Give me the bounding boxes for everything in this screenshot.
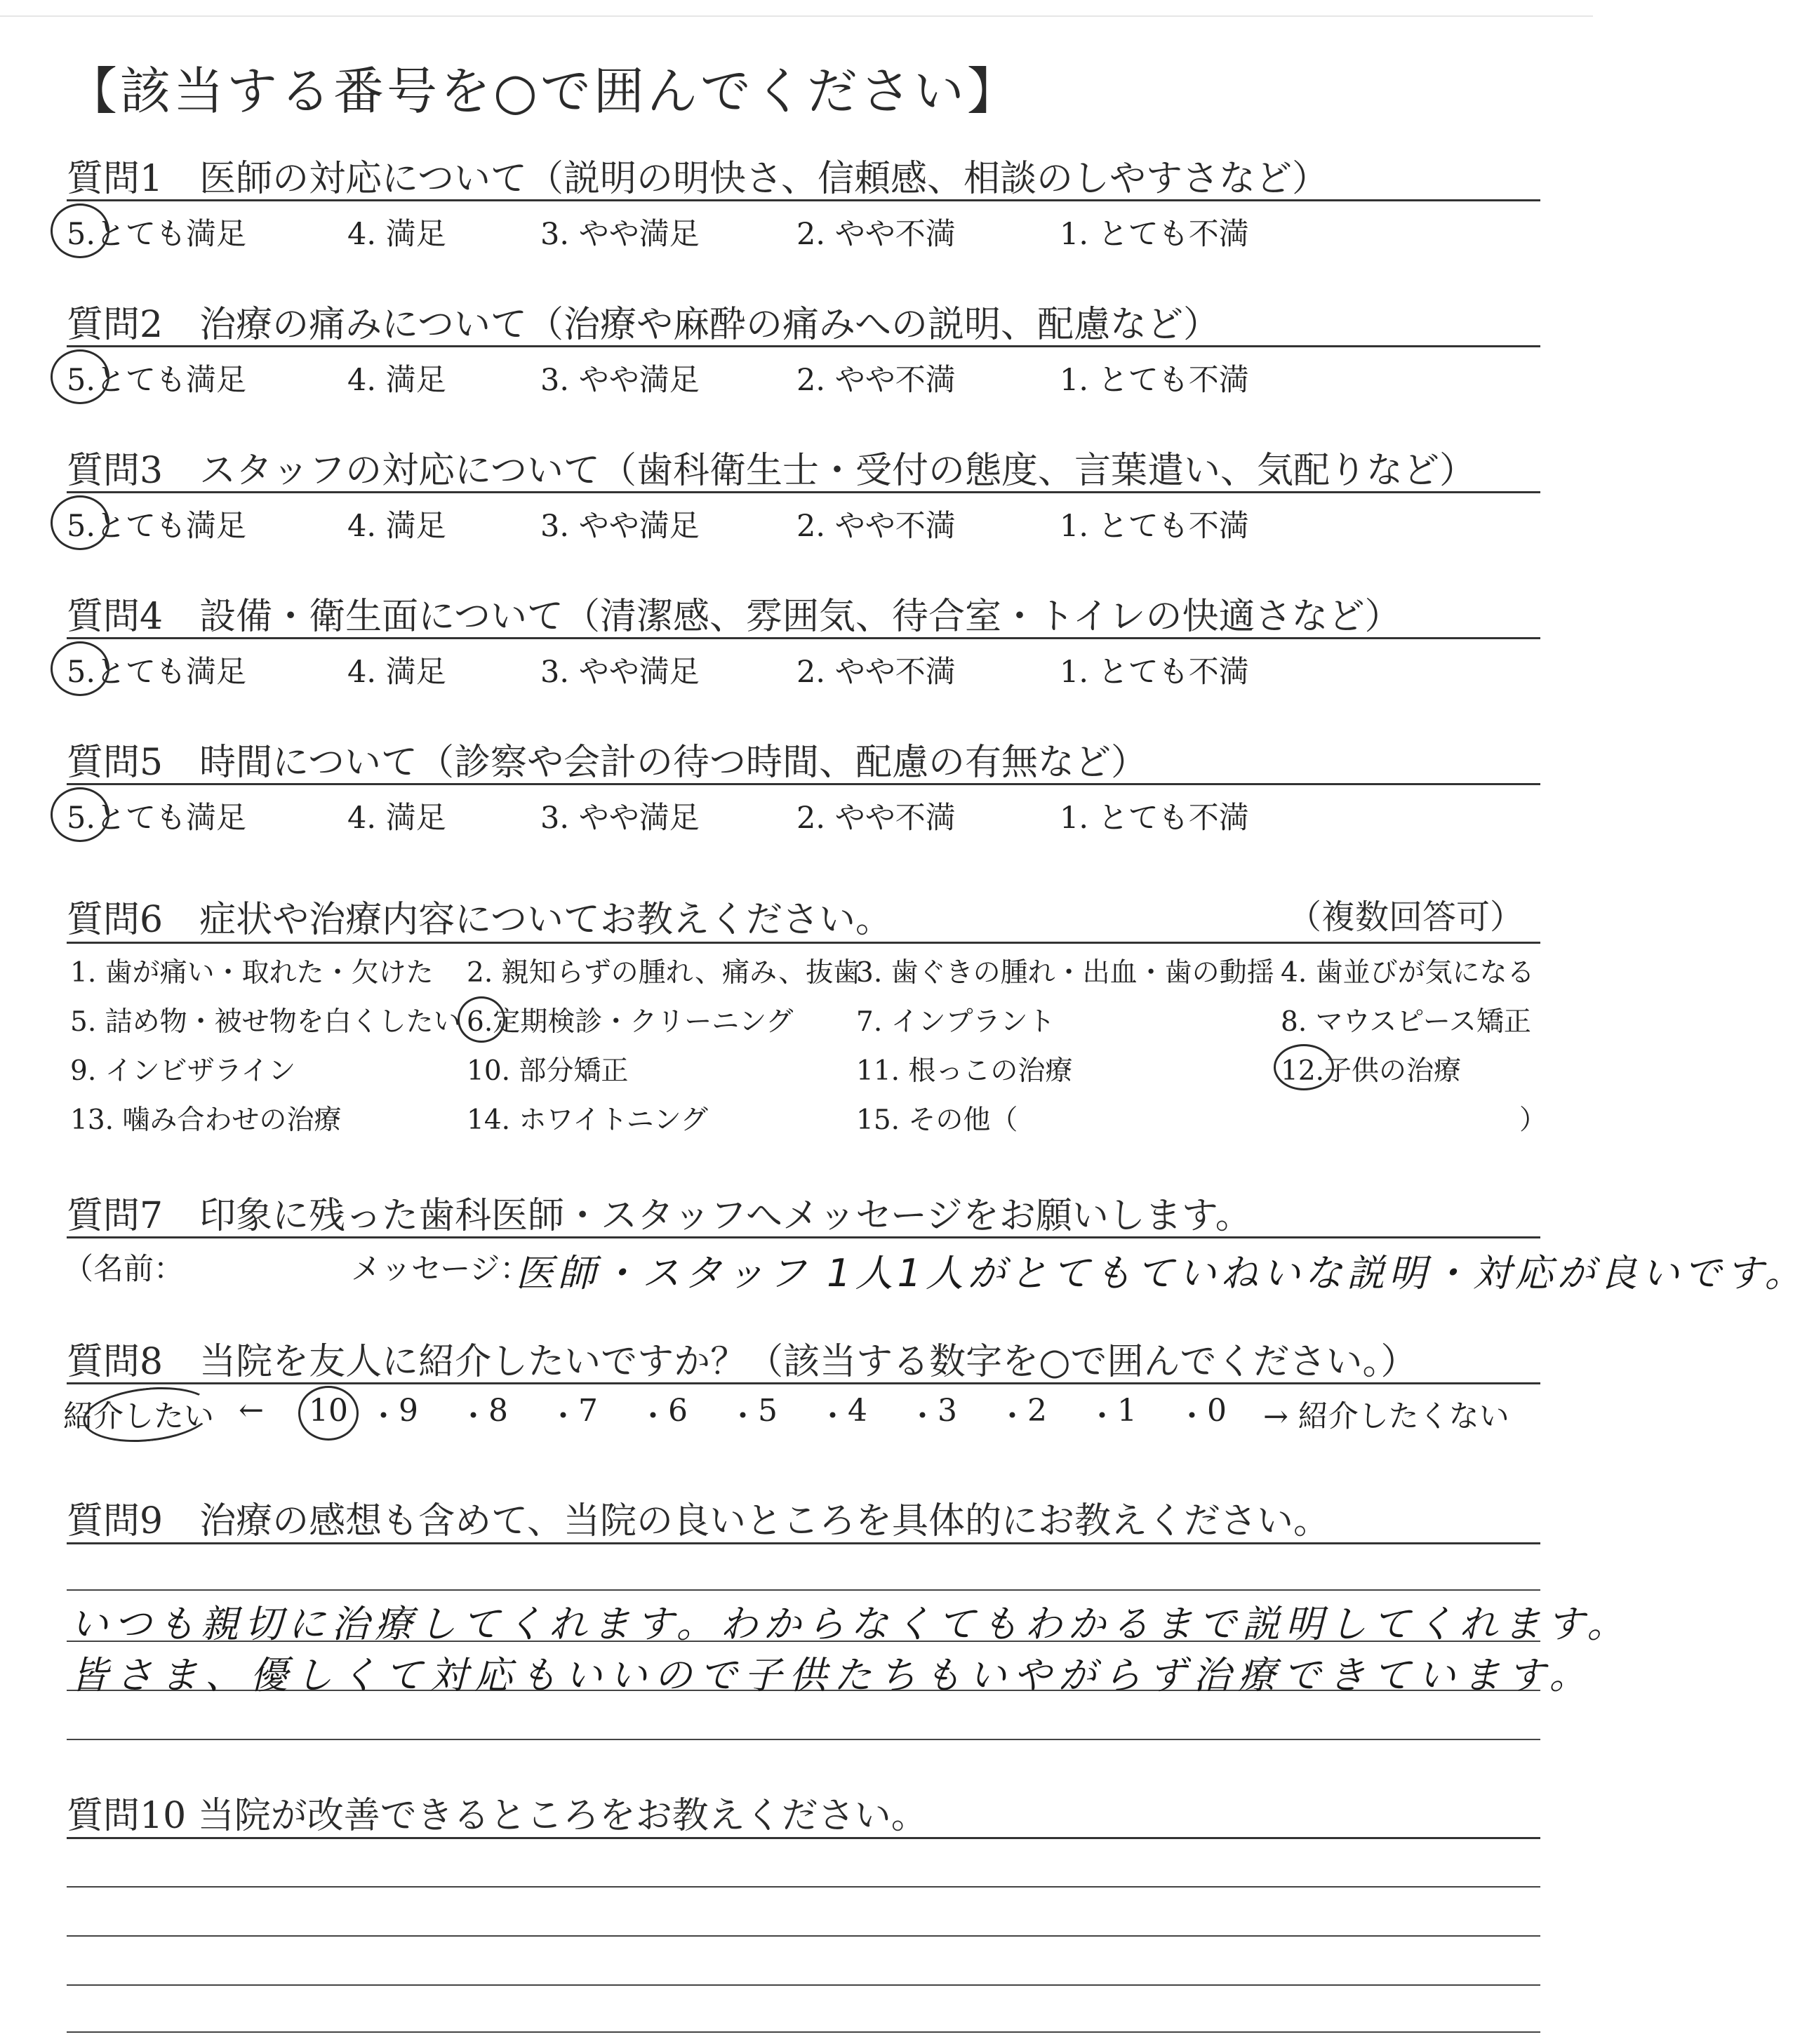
q6-option-5[interactable]: 5. 詰め物・被せ物を白くしたい: [70, 1006, 461, 1038]
q1-option-1[interactable]: 1. とても不満: [1060, 217, 1249, 252]
q5-option-2[interactable]: 2. やや不満: [796, 801, 956, 836]
q8-scale-separator: ・: [638, 1399, 668, 1434]
q8-scale-separator: ・: [548, 1399, 578, 1434]
q8-scale-separator: ・: [907, 1399, 938, 1434]
q8-title: 質問8 当院を友人に紹介したいですか？（該当する数字を○で囲んでください。）: [67, 1341, 1418, 1383]
sheet-edge: [0, 15, 1593, 21]
q5-title: 質問5 時間について（診察や会計の待つ時間、配慮の有無など）: [67, 742, 1148, 784]
q8-right-label: → 紹介したくない: [1263, 1399, 1509, 1434]
q6-option-4[interactable]: 4. 歯並びが気になる: [1281, 957, 1535, 989]
q2-title: 質問2 治療の痛みについて（治療や麻酔の痛みへの説明、配慮など）: [67, 304, 1220, 346]
q8-scale-separator: ・: [728, 1399, 758, 1434]
q8-scale-separator: ・: [458, 1399, 488, 1434]
q6-option-11[interactable]: 11. 根っこの治療: [856, 1055, 1073, 1087]
q10-line-2: [67, 1935, 1540, 1937]
q8-scale-separator: ・: [818, 1399, 848, 1434]
q8-scale-3[interactable]: 3: [938, 1393, 957, 1429]
q9-rule: [67, 1542, 1540, 1544]
q4-title: 質問4 設備・衛生面について（清潔感、雰囲気、待合室・トイレの快適さなど）: [67, 596, 1401, 638]
q9-title: 質問9 治療の感想も含めて、当院の良いところを具体的にお教えください。: [67, 1500, 1331, 1542]
q8-scale-separator: ・: [1177, 1399, 1207, 1434]
q6-option-9[interactable]: 9. インビザライン: [70, 1055, 296, 1087]
q5-option-4[interactable]: 4. 満足: [347, 801, 446, 836]
q5-selected-circle: [51, 787, 109, 842]
q8-scale-5[interactable]: 5: [758, 1393, 778, 1429]
q6-option-1[interactable]: 1. 歯が痛い・取れた・欠けた: [70, 957, 434, 989]
q8-rule: [67, 1382, 1540, 1384]
q6-option-14[interactable]: 14. ホワイトニング: [467, 1104, 708, 1136]
q6-selected-circle-1: [458, 996, 505, 1043]
q8-scale-9[interactable]: 9: [399, 1393, 418, 1429]
q8-scale-7[interactable]: 7: [578, 1393, 598, 1429]
q7-name-label: （名前：: [63, 1252, 184, 1287]
q6-option-15-close[interactable]: ）: [1519, 1104, 1547, 1136]
q4-option-4[interactable]: 4. 満足: [347, 655, 446, 690]
q8-scale-6[interactable]: 6: [668, 1393, 688, 1429]
q3-selected-circle: [51, 495, 109, 550]
q8-scale-2[interactable]: 2: [1027, 1393, 1047, 1429]
q6-option-3[interactable]: 3. 歯ぐきの腫れ・出血・歯の動揺: [856, 957, 1274, 989]
q8-scale-0[interactable]: 0: [1207, 1393, 1227, 1429]
q7-handwritten-message: 医師・スタッフ 1人1人がとてもていねいな説明・対応が良いです。: [516, 1251, 1807, 1295]
q6-option-2[interactable]: 2. 親知らずの腫れ、痛み、抜歯: [467, 957, 861, 989]
q3-title: 質問3 スタッフの対応について（歯科衛生士・受付の態度、言葉遣い、気配りなど）: [67, 450, 1476, 492]
q2-option-3[interactable]: 3. やや満足: [540, 363, 700, 398]
q6-rule: [67, 942, 1540, 944]
q5-option-3[interactable]: 3. やや満足: [540, 801, 700, 836]
q6-option-6[interactable]: 6.定期検診・クリーニング: [467, 1006, 794, 1038]
q3-option-3[interactable]: 3. やや満足: [540, 509, 700, 544]
q3-option-5[interactable]: 5.とても満足: [67, 509, 247, 544]
q6-option-15[interactable]: 15. その他（: [856, 1104, 1018, 1136]
q9-line-4: [67, 1739, 1540, 1740]
q8-scale-8[interactable]: 8: [488, 1393, 508, 1429]
q6-option-7[interactable]: 7. インプラント: [856, 1006, 1055, 1038]
q4-option-2[interactable]: 2. やや不満: [796, 655, 956, 690]
q2-selected-circle: [51, 349, 109, 404]
q5-option-1[interactable]: 1. とても不満: [1060, 801, 1249, 836]
q3-option-4[interactable]: 4. 満足: [347, 509, 446, 544]
q8-left-label: 紹介したい: [63, 1399, 214, 1434]
q9-line-1: [67, 1589, 1540, 1591]
q4-selected-circle: [51, 641, 109, 696]
q2-option-5[interactable]: 5.とても満足: [67, 363, 247, 398]
q1-option-3[interactable]: 3. やや満足: [540, 217, 700, 252]
q1-rule: [67, 199, 1540, 201]
q8-left-label-mark: [81, 1381, 216, 1448]
q3-rule: [67, 491, 1540, 493]
q1-option-4[interactable]: 4. 満足: [347, 217, 446, 252]
q10-line-4: [67, 2031, 1540, 2033]
q1-option-2[interactable]: 2. やや不満: [796, 217, 956, 252]
q9-answer-line-2: 皆さま、優しくて対応もいいので子供たちもいやがらず治療できています。: [70, 1653, 1594, 1697]
q2-option-4[interactable]: 4. 満足: [347, 363, 446, 398]
q4-option-1[interactable]: 1. とても不満: [1060, 655, 1249, 690]
q6-selected-circle-2: [1274, 1044, 1334, 1090]
q2-rule: [67, 345, 1540, 347]
q2-option-1[interactable]: 1. とても不満: [1060, 363, 1249, 398]
q6-note: （複数回答可）: [1288, 897, 1524, 937]
q6-option-12[interactable]: 12.子供の治療: [1281, 1055, 1462, 1087]
q6-title: 質問6 症状や治療内容についてお教えください。: [67, 899, 893, 941]
q1-title: 質問1 医師の対応について（説明の明快さ、信頼感、相談のしやすさなど）: [67, 158, 1328, 200]
q2-option-2[interactable]: 2. やや不満: [796, 363, 956, 398]
q1-selected-circle: [51, 203, 109, 258]
q7-title: 質問7 印象に残った歯科医師・スタッフへメッセージをお願いします。: [67, 1195, 1252, 1237]
q4-rule: [67, 637, 1540, 639]
q10-title: 質問10 当院が改善できるところをお教えください。: [67, 1795, 928, 1837]
q8-scale-separator: ・: [368, 1399, 399, 1434]
q6-option-13[interactable]: 13. 噛み合わせの治療: [70, 1104, 342, 1136]
q9-answer-line-1: いつも親切に治療してくれます。わからなくてもわかるまで説明してくれます。: [70, 1602, 1631, 1646]
q10-line-1: [67, 1886, 1540, 1888]
q8-scale-4[interactable]: 4: [848, 1393, 867, 1429]
q8-left-arrow: ←: [239, 1393, 265, 1428]
q5-option-5[interactable]: 5.とても満足: [67, 801, 247, 836]
q7-message-label: メッセージ：: [351, 1252, 531, 1287]
q8-scale-10[interactable]: 10: [309, 1393, 348, 1429]
q5-rule: [67, 783, 1540, 785]
q4-option-5[interactable]: 5.とても満足: [67, 655, 247, 690]
q7-rule: [67, 1236, 1540, 1238]
q6-option-10[interactable]: 10. 部分矯正: [467, 1055, 629, 1087]
q8-selected-circle: [298, 1386, 359, 1441]
q3-option-2[interactable]: 2. やや不満: [796, 509, 956, 544]
q4-option-3[interactable]: 3. やや満足: [540, 655, 700, 690]
q8-scale-separator: ・: [1087, 1399, 1117, 1434]
q10-rule: [67, 1837, 1540, 1839]
q6-option-8[interactable]: 8. マウスピース矯正: [1281, 1006, 1531, 1038]
page-heading: 【該当する番号を○で囲んでください】: [67, 62, 1020, 121]
q3-option-1[interactable]: 1. とても不満: [1060, 509, 1249, 544]
q8-scale-1[interactable]: 1: [1117, 1393, 1137, 1429]
q8-scale-separator: ・: [997, 1399, 1027, 1434]
q10-line-3: [67, 1984, 1540, 1986]
q1-option-5[interactable]: 5.とても満足: [67, 217, 247, 252]
